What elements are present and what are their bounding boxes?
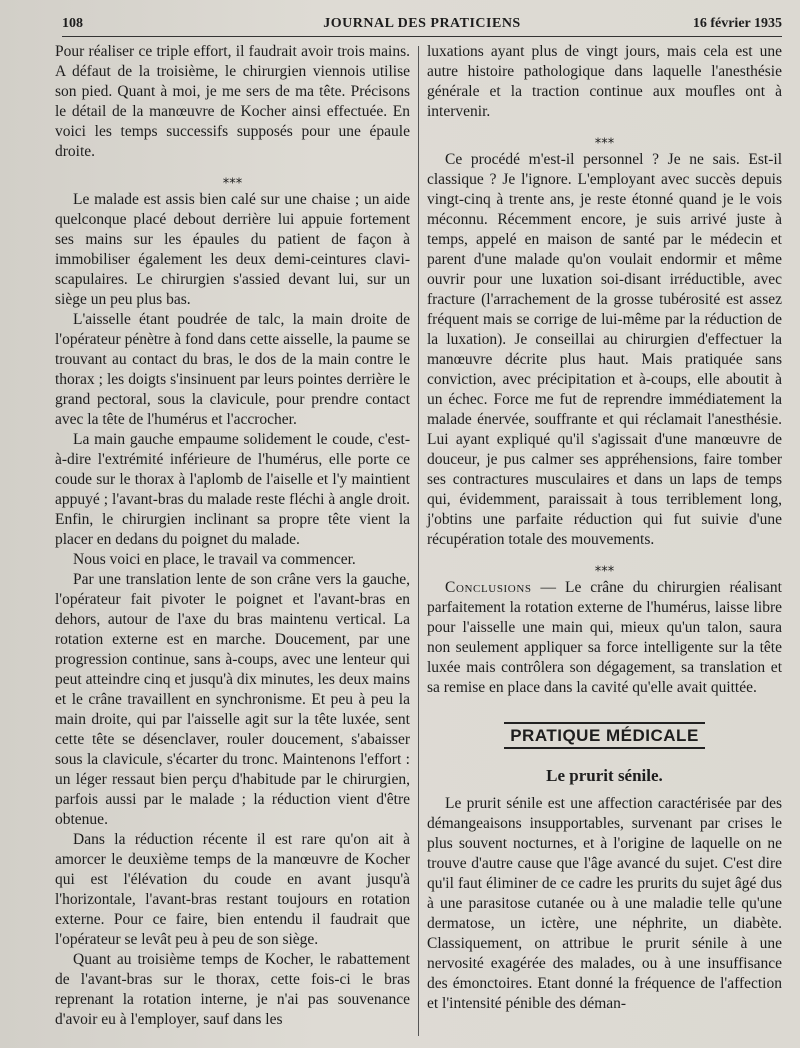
- paragraph: La main gauche empaume solidement le coude, c'est-à-dire l'extrémité inférieure de l'humérus, elle porte ce coude sur le thorax à l'aplomb de l'aiselle et l'y maintient appuyé ; l'avant-bras du malade reste fléchi à angle droit. Enfin, le chirurgien inclinant sa propre tête vient la placer en dedans du poignet du malade.: [55, 431, 410, 548]
- paragraph: Dans la réduction récente il est rare qu'on ait à amorcer le deuxième temps de la manœuvre de Kocher qui est l'élévation du coude en avant jusqu'à l'horizontale, l'avant-bras restant toujours en rotation externe. Pour ce faire, bien entendu il faudrait que l'opérateur se levât peu à peu de son siège.: [55, 831, 410, 948]
- section-heading: [427, 726, 782, 746]
- paragraph: Le malade est assis bien calé sur une chaise ; un aide quelconque placé debout derrière lui appuie fortement ses mains sur les épaules du patient de façon à immobiliser également les deux demi-ceintures clavi-scapulaires. Le chirurgien s'assied devant lui, sur un siège un peu plus bas.: [55, 191, 410, 308]
- conclusions-label: Conclusions: [445, 579, 532, 596]
- paragraph: Quant au troisième temps de Kocher, le rabattement de l'avant-bras sur le thorax, cette fois-ci le bras reprenant la rotation interne, je n'ai pas souvenance d'avoir eu à l'employer, sauf dans les: [55, 951, 410, 1028]
- right-column: [427, 42, 782, 1014]
- conclusions-paragraph: [427, 578, 782, 698]
- section-heading-text: PRATIQUE MÉDICALE: [504, 722, 705, 749]
- section-separator-stars: ⁎⁎⁎: [222, 171, 243, 186]
- column-divider: [418, 46, 419, 1036]
- paragraph: Ce procédé m'est-il personnel ? Je ne sais. Est-il classique ? Je l'ignore. L'employant avec succès depuis vingt-cinq à trente ans, je reste étonné quand je le vois méconnu. Récemment encore, je suis arrivé juste à temps, appelé en maison de santé par le médecin et parent d'une malade qu'on voulait endormir et même ouvrir pour une luxation soi-disant irréductible, avec fracture (l'arrachement de la grosse tubérosité est assez fréquent mais se corrige de lui-même par la réduction de la luxation). Je conseillai au chirurgien d'effectuer la manœuvre décrite plus haut. Mais pratiquée sans conviction, avec précipitation et à-coups, elle aboutit à un échec. Force me fut de reprendre immédiatement la malade énervée, souffrante et qui réclamait l'anesthésie. Lui ayant expliqué qu'il s'agissait d'une manœuvre de douceur, je pus calmer ses appréhensions, faire tomber ses contractures musculaires et dans un laps de temps qui, évidemment, paraissait à tous terriblement long, j'obtins une parfaite réduction qui fut suivie d'une récupération totale des mouvements.: [427, 151, 782, 548]
- section-separator-stars: ⁎⁎⁎: [594, 559, 615, 574]
- page-header: [62, 14, 782, 37]
- paragraph: L'aisselle étant poudrée de talc, la main droite de l'opérateur pénètre à fond dans cette aisselle, la paume se trouvant au contact du bras, le dos de la main contre le thorax ; les doigts s'insinuent par leurs pointes derrière le grand pectoral, sous la clavicule, pour prendre contact avec la tête de l'humérus et l'accrocher.: [55, 311, 410, 428]
- issue-date: 16 février 1935: [692, 16, 782, 31]
- paragraph: Le prurit sénile est une affection caractérisée par des démangeaisons insupportables, survenant par crises le plus souvent nocturnes, et à l'origine de laquelle on ne trouve d'autre cause que l'âge avancé du sujet. C'est dire qu'il faut éliminer de ce cadre les prurits du sujet âgé dus à une parasitose cutanée ou à une maladie telle qu'une dermatose, un ictère, une néphrite, un diabète. Classiquement, on attribue le prurit sénile à une nervosité exagérée des malades, ou à une insuffisance des émonctoires. Etant donné la fréquence de l'affection et l'intensité pénible des déman-: [427, 795, 782, 1012]
- conclusions-text: — Le crâne du chirurgien réalisant parfaitement la rotation externe de l'humérus, laisse libre pour l'aisselle une main qui, mieux qu'un talon, saura non seulement appliquer sa force intelligente sur la tête luxée mais contrôlera son dégagement, sa translation et sa remise en place dans la cavité qu'elle avait quittée.: [427, 579, 782, 696]
- page-number: 108: [62, 16, 83, 31]
- left-column: [55, 42, 410, 1030]
- journal-title: JOURNAL DES PRATICIENS: [323, 16, 521, 31]
- paragraph: Pour réaliser ce triple effort, il faudrait avoir trois mains. A défaut de la troisième, le chirurgien viennois utilise son pied. Quant à moi, je me sers de ma tête. Précisons le détail de la manœuvre de Kocher ainsi effectuée. En voici les temps successifs supposés pour une épaule droite.: [55, 43, 410, 160]
- section-separator-stars: ⁎⁎⁎: [594, 131, 615, 146]
- paragraph: luxations ayant plus de vingt jours, mais cela est une autre histoire pathologique dans laquelle l'anesthésie générale et la traction continue aux moufles ont à intervenir.: [427, 43, 782, 120]
- article-title: Le prurit sénile.: [546, 766, 663, 785]
- paragraph: Par une translation lente de son crâne vers la gauche, l'opérateur fait pivoter le poignet et l'avant-bras en dehors, autour de l'axe du bras maintenu vertical. La rotation externe est en marche. Doucement, par une progression continue, sans à-coups, avec une lenteur qui peut atteindre cinq et jusqu'à dix minutes, les deux mains et le crâne travaillent en synchronisme. Et peu à peu la main droite, qui par l'aisselle agit sur la tête luxée, sent cette tête se désenclaver, rouler doucement, s'abaisser sous la clavicule, s'écarter du tronc. Maintenons l'effort : un léger ressaut bien perçu d'habitude par le chirurgien, parfois aussi par le malade ; la réduction vient d'être obtenue.: [55, 571, 410, 828]
- paragraph: Nous voici en place, le travail va commencer.: [73, 551, 356, 568]
